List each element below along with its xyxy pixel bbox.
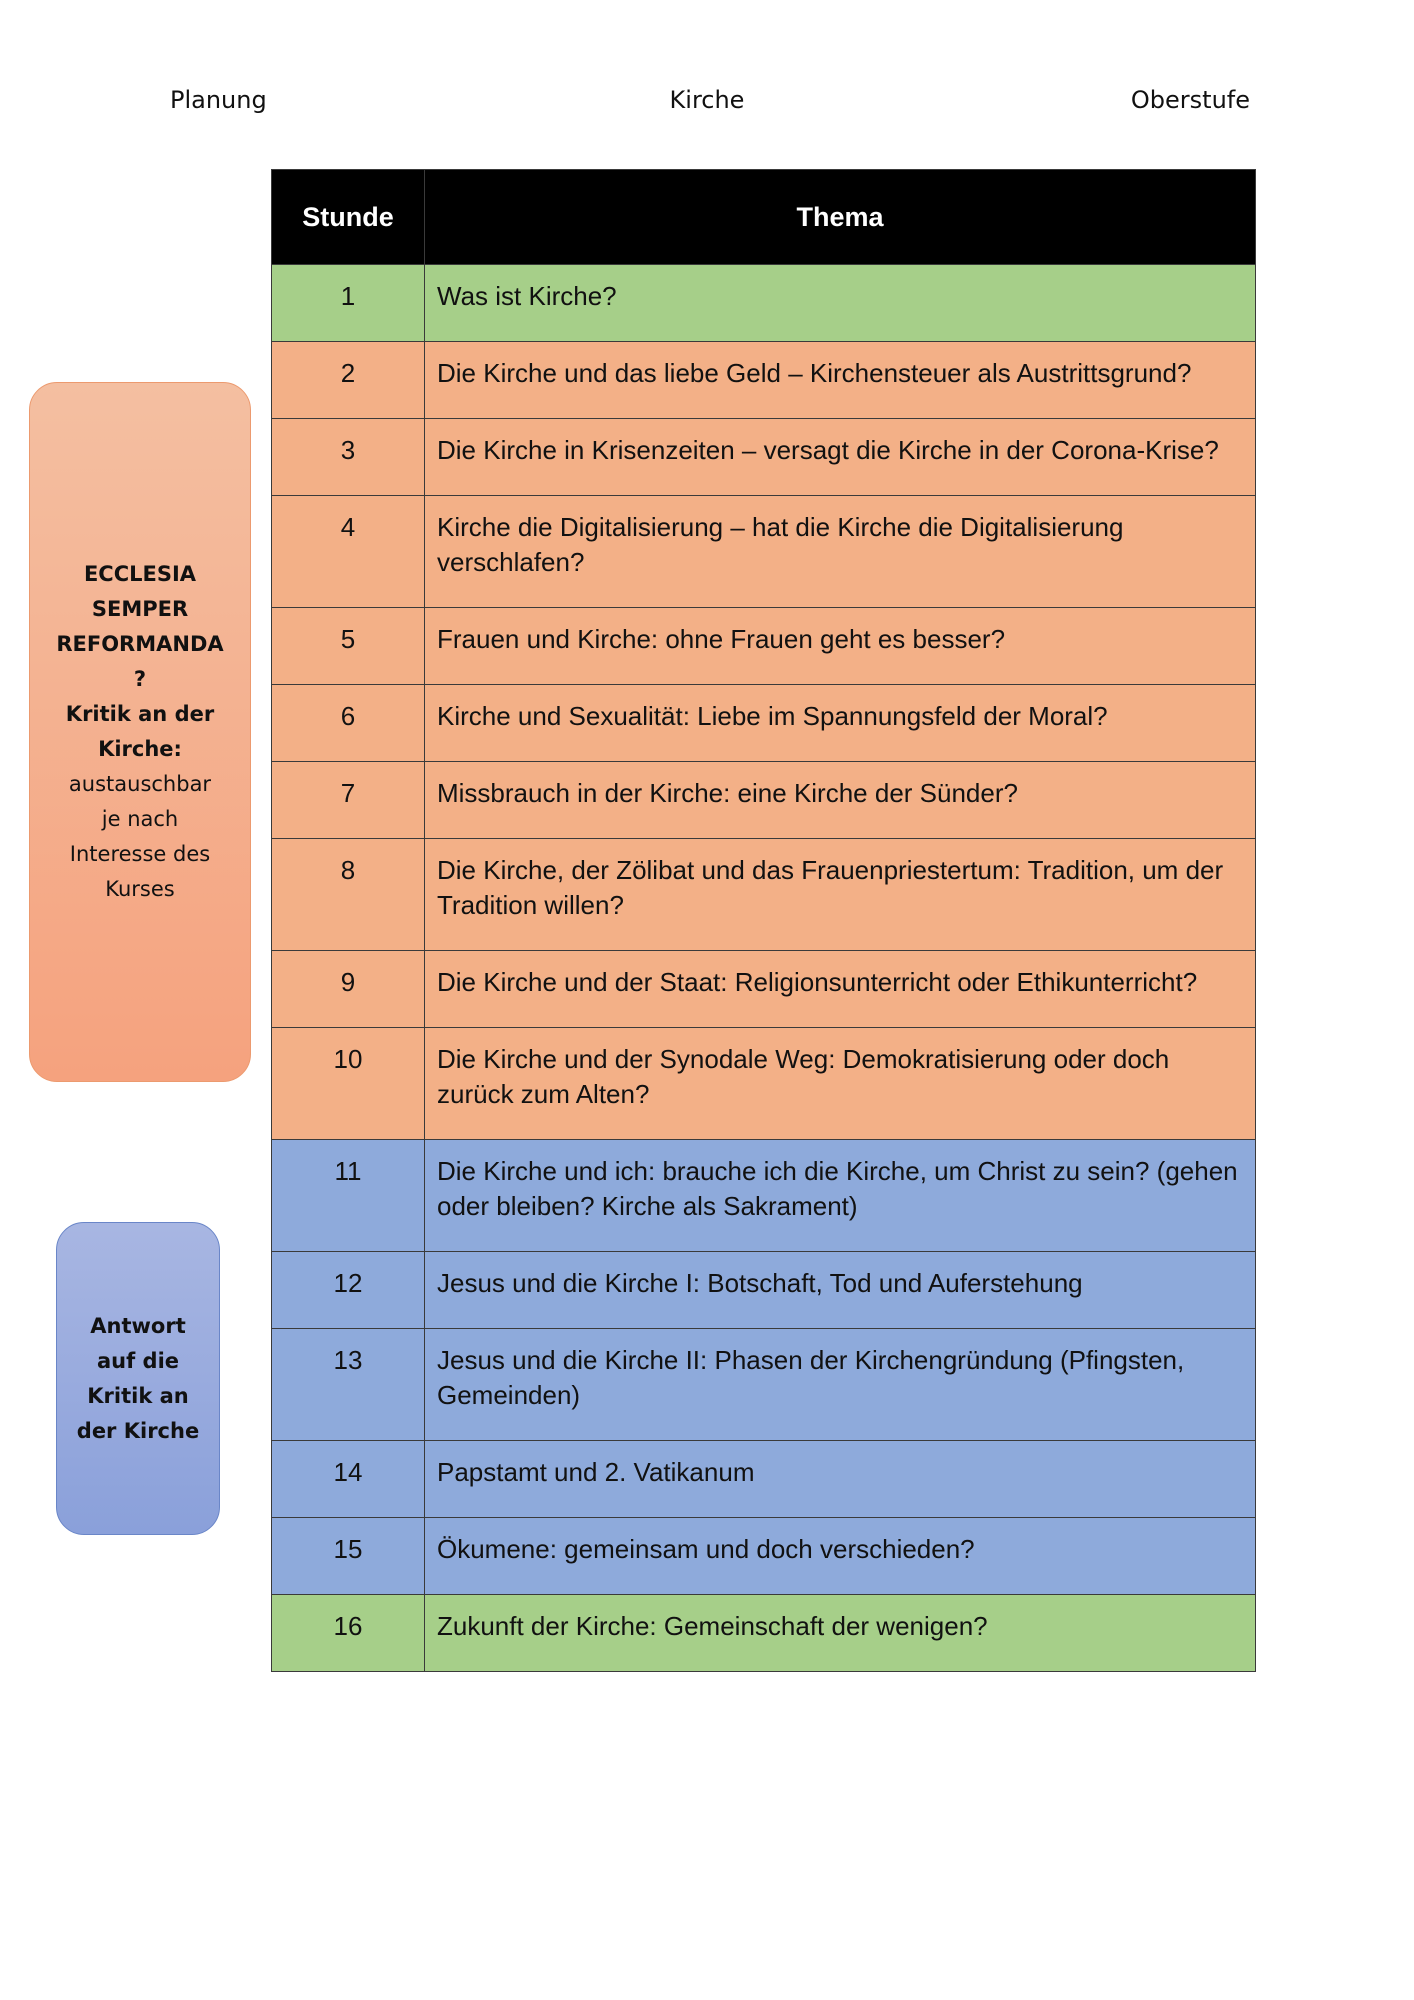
lesson-number: 7 <box>272 762 425 839</box>
table-row <box>272 265 1256 342</box>
table-row <box>272 1028 1256 1140</box>
table-row <box>272 951 1256 1028</box>
callout-line: je nach <box>101 807 179 831</box>
lesson-number: 13 <box>272 1329 425 1441</box>
callout-line: Kritik an <box>87 1383 189 1408</box>
table-header-row <box>272 170 1256 265</box>
lesson-number: 4 <box>272 496 425 608</box>
lesson-topic: Zukunft der Kirche: Gemeinschaft der wenigen? <box>425 1595 1256 1672</box>
callout-line: Kirche: <box>98 737 182 761</box>
lesson-number: 9 <box>272 951 425 1028</box>
callout-line: Kritik an der <box>65 702 215 726</box>
lesson-topic: Ökumene: gemeinsam und doch verschieden? <box>425 1518 1256 1595</box>
callout-line: der Kirche <box>76 1418 200 1443</box>
lesson-number: 6 <box>272 685 425 762</box>
column-header-stunde: Stunde <box>272 170 425 265</box>
table-row <box>272 685 1256 762</box>
lesson-topic: Die Kirche und der Staat: Religionsunterricht oder Ethikunterricht? <box>425 951 1256 1028</box>
lesson-number: 15 <box>272 1518 425 1595</box>
lesson-topic: Jesus und die Kirche I: Botschaft, Tod und Auferstehung <box>425 1252 1256 1329</box>
table-row <box>272 1441 1256 1518</box>
table-row <box>272 1595 1256 1672</box>
lesson-topic: Kirche und Sexualität: Liebe im Spannungsfeld der Moral? <box>425 685 1256 762</box>
table-row <box>272 1252 1256 1329</box>
lesson-topic: Die Kirche, der Zölibat und das Frauenpriestertum: Tradition, um der Tradition willen? <box>425 839 1256 951</box>
lesson-number: 1 <box>272 265 425 342</box>
callout-line: Kurses <box>105 877 175 901</box>
lesson-topic: Die Kirche und das liebe Geld – Kirchensteuer als Austrittsgrund? <box>425 342 1256 419</box>
table-row <box>272 1518 1256 1595</box>
lesson-number: 5 <box>272 608 425 685</box>
table-row <box>272 608 1256 685</box>
callout-line: Interesse des <box>69 842 211 866</box>
lesson-topic: Jesus und die Kirche II: Phasen der Kirchengründung (Pfingsten, Gemeinden) <box>425 1329 1256 1441</box>
lesson-topic: Die Kirche und ich: brauche ich die Kirche, um Christ zu sein? (gehen oder bleiben? Kirche als Sakrament) <box>425 1140 1256 1252</box>
header-left: Planung <box>170 86 267 114</box>
lesson-number: 10 <box>272 1028 425 1140</box>
lesson-number: 8 <box>272 839 425 951</box>
lesson-topic: Frauen und Kirche: ohne Frauen geht es besser? <box>425 608 1256 685</box>
lesson-number: 11 <box>272 1140 425 1252</box>
callout-line: ? <box>133 667 147 691</box>
lesson-topic: Was ist Kirche? <box>425 265 1256 342</box>
lesson-topic: Die Kirche und der Synodale Weg: Demokratisierung oder doch zurück zum Alten? <box>425 1028 1256 1140</box>
callout-line: Antwort <box>90 1313 186 1338</box>
table-row <box>272 1140 1256 1252</box>
callout-line: auf die <box>96 1348 180 1373</box>
lesson-number: 3 <box>272 419 425 496</box>
table-row <box>272 762 1256 839</box>
table-row <box>272 496 1256 608</box>
table-row <box>272 1329 1256 1441</box>
callout-line: REFORMANDA <box>56 632 224 656</box>
callout-line: austauschbar <box>68 772 212 796</box>
header-center: Kirche <box>669 86 745 114</box>
callout-line: SEMPER <box>91 597 189 621</box>
lesson-number: 12 <box>272 1252 425 1329</box>
lesson-topic: Missbrauch in der Kirche: eine Kirche der Sünder? <box>425 762 1256 839</box>
lesson-topic: Kirche die Digitalisierung – hat die Kirche die Digitalisierung verschlafen? <box>425 496 1256 608</box>
table-row <box>272 342 1256 419</box>
lesson-number: 14 <box>272 1441 425 1518</box>
callout-line: ECCLESIA <box>83 562 197 586</box>
lesson-topic: Papstamt und 2. Vatikanum <box>425 1441 1256 1518</box>
table-row <box>272 419 1256 496</box>
answer-callout-box <box>56 1222 220 1535</box>
table-row <box>272 839 1256 951</box>
lesson-plan-table <box>271 169 1256 1672</box>
lesson-number: 2 <box>272 342 425 419</box>
critique-callout-box <box>29 382 251 1082</box>
header-right: Oberstufe <box>1130 86 1250 114</box>
column-header-thema: Thema <box>425 170 1256 265</box>
lesson-topic: Die Kirche in Krisenzeiten – versagt die Kirche in der Corona-Krise? <box>425 419 1256 496</box>
lesson-number: 16 <box>272 1595 425 1672</box>
